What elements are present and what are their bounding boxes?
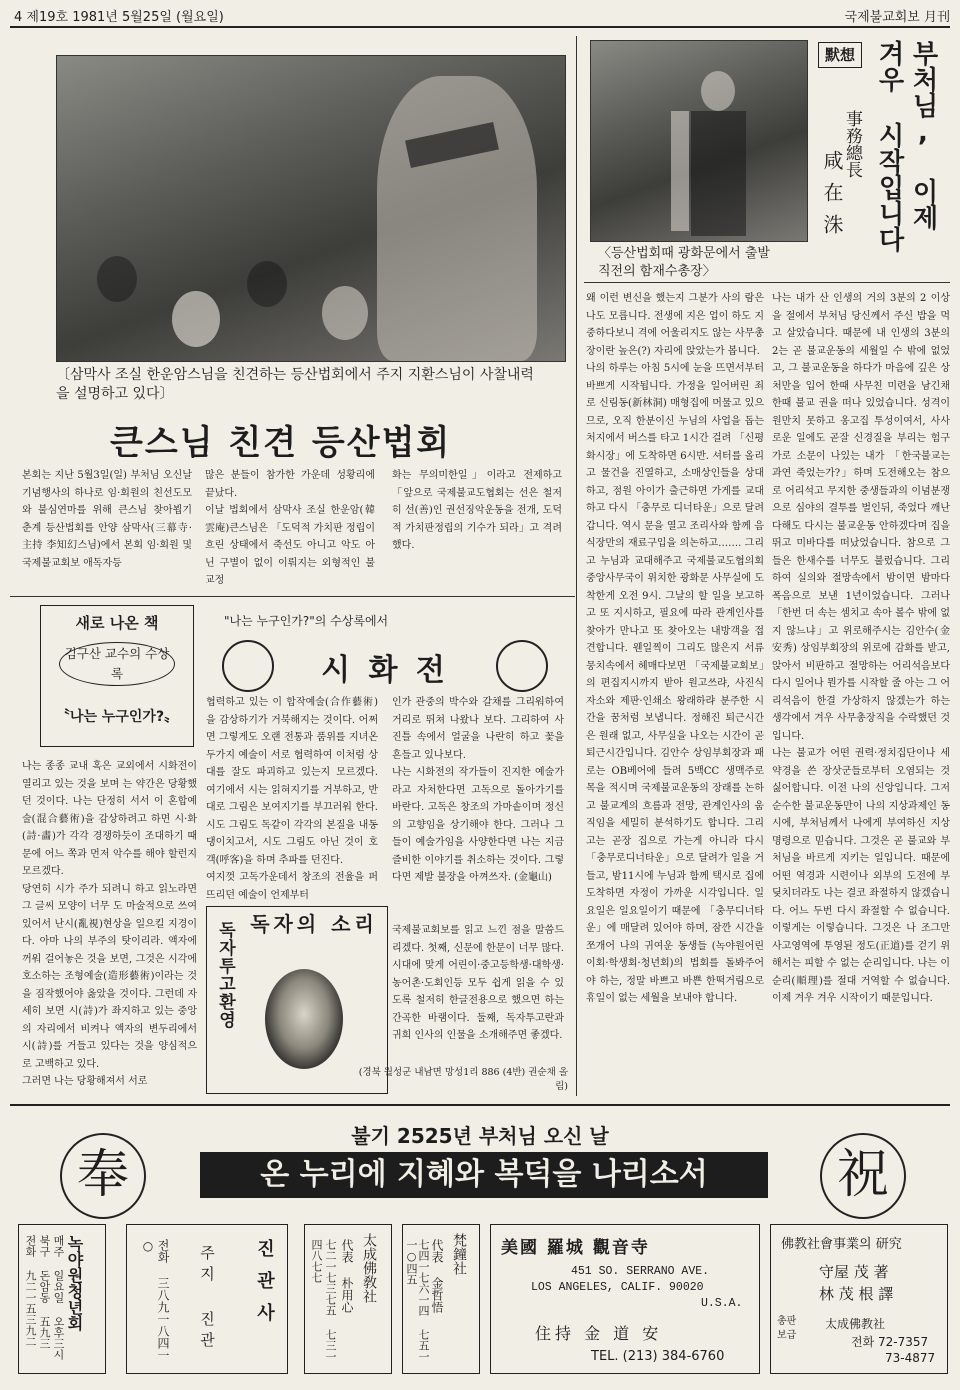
reader-title: 독자의 소리 [250,912,378,936]
photo-caption-1: 〔삼막사 조실 한운암스님을 친견하는 등산법회에서 주지 지환스님이 사찰내력을 설명하고 있다〕 [56,367,534,402]
article1-col1: 본회는 지난 5월3일(일) 부처님 오신날 기념행사의 하나로 임·회원의 친선도모와 불심연마를 위해 큰스님 찾아뵙기 춘계 등산법회를 안양 삼막사(三幕寺·主持 李知幻스님)에서 본회 임·회원 및 국제불교회보 애독자등 [22,470,196,569]
ad6-author1: 守屋 茂 著 [819,1263,889,1281]
byline-role: 事務總長 [842,110,862,178]
byline-name: 咸在洙 [820,150,844,246]
ad6-label: 총판 보급 [777,1316,797,1341]
ad1-details: 매주 일요일 오후三시 북구 돈암동 五九三 전화 九二一五三九二 [24,1235,65,1360]
temple-visit-photo [56,55,566,362]
ad3-rep: 代表 朴用心 [340,1239,354,1313]
reader-text: 국제불교회보를 읽고 느낀 점을 말씀드리겠다. 첫째, 신문에 한문이 너무 많다. 시대에 맞게 어린이·중고등학생·대학생·농어촌·도회인등 모두 쉽게 읽을 수 있도록 철저히 한글전용으로 했으면 하는 간곡한 바램이다. 둘째, 독자투고란과 귀희 인사의 인물을 소개해주면 좋겠다. [392,925,568,1041]
ad-beomjong [402,1224,480,1374]
column-divider [576,36,577,1096]
ad5-abbot: 住持 金 道 安 [535,1324,663,1343]
ad3-phone: 七二一七三七五 七三一四八七七 [310,1239,337,1362]
book-text: 나는 종종 교내 혹은 교외에서 시화전이 열리고 있는 것을 보며 는 약간은 당황했던 것이다. 나는 단정히 서서 이 혼합예술(混合藝術)을 감상하려고 하면 시·화(詩·畵)가 각각 경쟁하듯이 조대하기 때문에 어느 쪽과 먼저 악수를 해야 할런지 모르겠다. 당연히 시가 주가 되려니 하고 읽노라면 그 글씨 모양이 너무 도 마술적으로 쓰여 있어서 난시(亂視)현상을 일으킬 지경이다. 아마 나의 부주의 탓이리라. 액자에 꺼워 걸어놓은 것을 보면, 그것은 시각에 호소하는 조형예술(造形藝術)이라는 것을 짐작했어야 옳았을 것이다. 그런데 자세히 보면 시(詩)가 좌지하고 있는 중앙의 자리에서 비켜나 액자의 변두리에서 시(詩)를 거들고 있다는 것을 양심적으로 고백하고 있다. 그러면 나는 당황해져서 서로 [22,761,197,1087]
essay-col2: 인가 관중의 박수와 갈채를 그리워하여 거리로 뛰쳐 나왔나 보다. 그리하여 사진틀 속에서 얼굴을 나란히 하고 꽃을 흔들고 있나보다. 나는 시화전의 작가들이 진지한 예술가라고 자처한다면 고독으로 돌아가기를 바란다. 고독은 창조의 가마솥이며 정신의 고향임을 상기해야 한다. 그러나 그들이 예술가임을 사양한다면 나는 지금 즐비한 이야기를 취소하는 것이다. 그렇다면 제발 불장을 아껴쓰자. (金龜山) [392,697,564,883]
ad1-name: 녹야원청년회 [65,1235,84,1331]
new-book-label: 새로 나온 책 [75,614,159,632]
ad2-name: 진관사 [254,1239,275,1335]
book-title: 〝나는 누구인가?〟 [55,709,179,725]
ad-nokyawon [18,1224,106,1374]
opinion-col1: 왜 이런 변신을 했는지 그분가 사의 람은 나도 모릅니다. 전생에 지은 업이 하도 지중하다보니 격에 어울리지도 않는 사무총장이란 높은(?) 자리에 앉았는가 봅니다. 나의 하루는 아침 5시에 눈을 뜨면서부터 바쁘게 시작됩니다. 가정을 일어버린 죄로 신림동(新林洞) 매형집에 머물고 있으므로, 오직 한분이신 누님의 사업을 돕는 처지에서 버스를 타고 1시간 걸려 「신평화시장」에 도착하면 6시반. 셔터를 올리고 물건을 진열하고, 소매상인들을 상대하고, 점원 아이가 출근하면 가게를 교대하고 다시 「충무로 디너타운」으로 달려갑니다. 역시 문을 열고 조리사와 함께 음식장만의 재료구입을 의논하고……. 그리고 누님과 교대해주고 국제불교도협의회 중앙사무국이 위치한 광화문 사무실에 도착한게 오전 9시. 그날의 할 일을 보고하고 또 지시하고, 필요에 따라 관계인사를 찾아가 만나고 또 찾아오는 내방객을 접견합니다. 웬일찍이 그리도 많은지 서류뭉치속에서 헤매다보면 「국제불교회보」의 편집지시까지 받아 원고쓰랴, 사진식자소와 제판·인쇄소 왕래하랴 분주한 시간을 꿈처럼 보냅니다. 정해진 퇴근시간은 원래 없고, 사무실을 나오는 시간이 곧 퇴근시간입니다. 김안수 상임부회장과 패로는 OB베어에 들려 5백CC 생맥주로 목을 적시며 국제불교운동의 장래를 논하고 불교계의 흐름과 전망, 관계인사의 움직임을 세밀히 분석하기도 합니다. 그리고는 곧장 집으로 가는게 아니라 다시 「충무로디너타운」으로 달려가 일을 거들고, 밤11시에 누님과 함께 택시로 집에 도착하면 자정이 가까운 시각입니다. 일요일은 일요일이기 때문에 「충무디너타운」에 매달려 있어야 하며, 잠깐 시간을 쪼개어 나의 귀여운 동생들 (녹야원어린이회·학생회·청년회)의 법회를 돌봐주어야 하는, 정말 바쁘고 바쁜 한떡거림으로 휴일이 없는 세월을 보내야 합니다. [586,293,764,1004]
article1-col2: 많은 분들이 참가한 가운데 성황리에 끝났다. 이날 법회에서 삼막사 조실 한운암(韓雲庵)큰스님은 「도덕적 가치판 정립이 흐린 상태에서 죽선도 아니고 악도 아닌 구별이 없이 이뤄지는 외형적인 불교정 [205,470,375,586]
ad5-addr3: U.S.A. [701,1297,743,1310]
ad6-author2: 林 茂 根 譯 [819,1285,894,1303]
ad5-addr1: 451 SO. SERRANO AVE. [571,1265,710,1278]
column-label: 默想 [818,42,862,68]
ad5-addr2: LOS ANGELES, CALIF. 90020 [531,1281,704,1294]
ad-jingwansa [126,1224,288,1374]
ad-taesung [304,1224,392,1374]
reader-signature: (경북 월성군 내남면 망성1리 886 (4반) 권순채 올림) [358,1067,568,1092]
section-rule [10,596,575,597]
opinion-rule [584,282,950,283]
ad5-tel: TEL. (213) 384-6760 [591,1349,725,1364]
headline-1: 큰스님 친견 등산법회 [110,423,452,463]
ad5-name: 美國 羅城 觀音寺 [501,1238,650,1258]
reader-side-label: 독자투고환영 [215,921,235,1029]
ad6-tel2: 73-4877 [885,1351,936,1365]
essay-title: 시 화 전 [321,653,449,688]
issue-info: 4 제19호 1981년 5월25일 (월요일) [14,10,224,25]
banner-main: 온 누리에 지혜와 복덕을 나리소서 [200,1152,768,1198]
page-header [0,0,960,30]
ad6-title: 佛教社會事業의 研究 [781,1237,902,1252]
ad4-phone: 七四一七六一四 七五一一○四五 [405,1239,430,1362]
circle-ornament-left [222,640,274,692]
right-seal: 祝 [820,1133,906,1219]
essay-col1: 협력하고 있는 이 합작예술(合作藝術)을 감상하기가 거북해지는 것이다. 어쩌면 그렇게도 오랜 전통과 품위를 지녀온 두가지 예술이 서로 협력하여 이처럼 상대를 잘도 파괴하고 있는지 모르겠다. 여기에서 시는 읽혀지기를 거부하고, 반대로 그림은 보여지기를 부끄러워 한다. 시도 그림도 독같이 각각의 본질을 내동댕이치고서, 시도 그림도 아닌 것이 호객(呼客)을 하며 추파를 던진다. 여지껏 고독가운데서 창조의 전율을 퍼뜨리던 예술이 언제부터 [206,697,378,901]
opinion-col2: 나는 내가 산 인생의 거의 3분의 2 이상을 절에서 부처님 당신께서 주신 밥을 먹고 살았습니다. 때문에 내 인생의 3분의 2는 곧 불교운동의 세월일 수 밖에 없었고, 그 불교운동을 하다가 마음에 깊은 상처만을 입어 한때 사무친 미련을 남긴채 한때 불교 권을 떠나 있었습니다. 성격이원만치 못하고 옹고집 투성이여서, 사사로운 일에도 곧잘 신경질을 부리는 험구가로 소문이 나있는 내가 「한국불교는 과연 죽었는가?」하며 도전해오는 참으로 어리석고 무지한 중생들과의 이념분쟁으로 심야의 결투를 벌인뒤, 죽었다 깨난다해도 다시는 불교운동 안하겠다며 집을 뛰고 미바다를 떠났었습니다. 참으로 그들은 한새수를 너무도 불렀습니다. 그리하여 실의와 절망속에서 밤이면 밤마다 폭음으로 보낸 1년이었습니다. 그러나 「한번 더 속는 셈치고 속아 볼수 밖에 없지 않느냐」고 위로해주시는 김안수(金安秀) 상임부회장의 위로에 감화를 받고, 앉아서 비판하고 절망하는 어리석음보다 다시 일어나 뭔가를 시작할 줄 아는 그 어리석음이 한결 가상하지 않겠는가 하는 생각에서 겨우 사무총장직을 수락했던 것입니다. 나는 불교가 어떤 권력·정치집단이나 세약경을 쓴 장삿군들로부터 오염되는 것 싫어합니다. 이전 나의 신앙입니다. 그저 순수한 불교운동만이 나의 지상과제인 동시에, 부처님께서 나에게 부여하신 지상명령으로 믿습니다. 그것은 곧 불교와 부처님을 바르게 지키는 일입니다. 때문에 어떤 역경과 시련이나 외부의 도전에 부딪치더라도 나는 결코 좌절하지 않겠습니다. 어느 두번 다시 좌절할 수 없습니다. 이렇게는 이렇습니다. 그것은 나 조그만 사고영역에 투영된 정도(正道)를 걷기 위해서는 피할 수 없는 순리입니다. 나는 이 순리(順理)를 절대 거역할 수 없습니다. 이제 겨우 겨우 시작이기 때문입니다. [772,293,950,1004]
ad-book-research [770,1224,948,1374]
article1-col3: 화는 무의미한일」이라고 전제하고 「앞으로 국제불교도협회는 선은 철저히 선(善)인 권선징악운동을 전개, 도덕적 가치판정립의 기수가 되라」고 격려했다. [392,470,566,551]
banner-top: 불기 2525년 부처님 오신 날 [351,1124,609,1148]
secretary-general-photo [590,40,808,242]
ad2-phone: 전화 三八九一八四一○ [141,1239,170,1361]
left-seal: 奉 [60,1133,146,1219]
photo-caption-2: 〈등산법회때 광화문에서 출발직전의 함재수총장〉 [598,246,770,279]
ad4-rep: 代表 金哲悟 [430,1239,444,1313]
header-rule [10,26,950,28]
new-book-box [40,605,194,747]
ad6-pub: 太成佛教社 [825,1317,886,1331]
masthead: 국제불교회보 月刊 [844,10,950,25]
ad-gwaneumsa [490,1224,760,1374]
opinion-title: 부처님, 이제 겨우 시작입니다 [874,40,938,252]
ad2-sub: 주지 진관 [198,1245,216,1353]
ad6-tel1: 전화 72-7357 [851,1335,929,1349]
ad4-name: 梵鐘社 [451,1233,467,1275]
circle-ornament-right [496,640,548,692]
banner-top-rule [10,1104,950,1106]
reader-portrait [265,969,343,1069]
ad3-name: 太成佛敎社 [361,1233,377,1303]
book-author: 김구산 교수의 수상록 [59,642,175,686]
essay-kicker: "나는 누구인가?"의 수상록에서 [224,614,389,628]
